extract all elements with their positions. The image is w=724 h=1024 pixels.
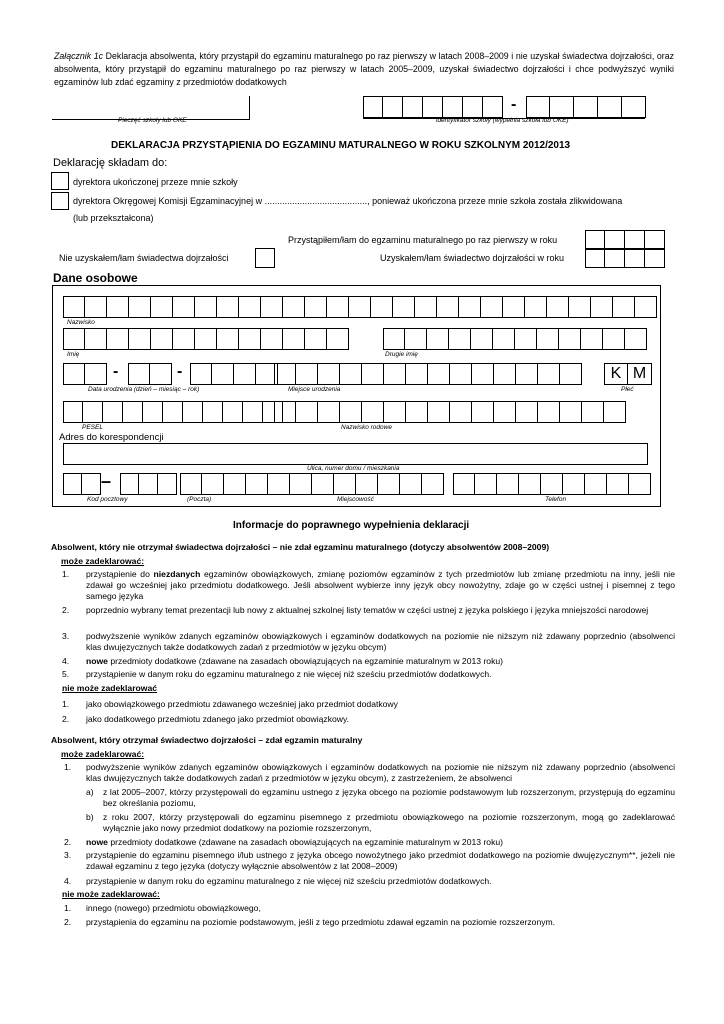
input-cell[interactable] bbox=[239, 328, 261, 350]
maiden-name-caption: Nazwisko rodowe bbox=[341, 424, 392, 431]
submit-to-label: Deklarację składam do: bbox=[53, 157, 168, 169]
input-cell[interactable] bbox=[560, 363, 582, 385]
s1-not-num-2: 2. bbox=[62, 714, 70, 724]
input-cell[interactable] bbox=[129, 296, 151, 318]
sex-cells[interactable] bbox=[604, 363, 652, 385]
input-cell[interactable] bbox=[274, 401, 296, 423]
dob-caption: Data urodzenia (dzień – miesiąc – rok) bbox=[88, 386, 200, 393]
input-cell[interactable] bbox=[519, 473, 541, 495]
s2-item-3: przystąpienie do egzaminu pisemnego i/lub ustnego z języka obcego nowożytnego jako przedmiot dodatkowego na poziomie dwujęzycznym**, jeżeli nie zdawał egzaminu z tego języka (dotyczy wyłącznie absolwentów z lat 2008–2009) bbox=[86, 850, 675, 871]
input-cell[interactable] bbox=[515, 328, 537, 350]
input-cell[interactable] bbox=[541, 473, 563, 495]
input-cell[interactable] bbox=[415, 296, 437, 318]
s1-not-item-1: jako obowiązkowego przedmiotu zdawanego wcześniej jako przedmiot dodatkowy bbox=[86, 699, 398, 709]
s1-not-num-1: 1. bbox=[62, 699, 70, 709]
input-cell[interactable] bbox=[503, 296, 525, 318]
s2-num-2: 2. bbox=[64, 837, 72, 847]
postcode-cells-b[interactable] bbox=[120, 473, 177, 495]
input-cell[interactable] bbox=[427, 328, 449, 350]
s1-item-5: przystąpienie w danym roku do egzaminu maturalnego z nie więcej niż sześciu przedmiotów dodatkowych. bbox=[86, 669, 492, 679]
input-cell[interactable] bbox=[296, 401, 318, 423]
input-cell[interactable] bbox=[625, 328, 647, 350]
input-cell[interactable] bbox=[268, 473, 290, 495]
input-cell[interactable] bbox=[183, 401, 203, 423]
input-cell[interactable] bbox=[173, 328, 195, 350]
address-heading: Adres do korespondencji bbox=[59, 432, 164, 443]
input-cell[interactable] bbox=[581, 328, 603, 350]
input-cell[interactable] bbox=[437, 296, 459, 318]
input-cell[interactable] bbox=[163, 401, 183, 423]
input-cell[interactable] bbox=[151, 328, 173, 350]
input-cell[interactable] bbox=[195, 296, 217, 318]
info-heading: Informacje do poprawnego wypełnienia deklaracji bbox=[233, 520, 470, 531]
section2-heading: Absolwent, który otrzymał świadectwo dojrzałości – zdał egzamin maturalny bbox=[51, 735, 363, 745]
input-cell[interactable] bbox=[393, 296, 415, 318]
input-cell[interactable] bbox=[290, 473, 312, 495]
input-cell[interactable] bbox=[383, 328, 405, 350]
input-cell[interactable] bbox=[384, 401, 406, 423]
input-cell[interactable] bbox=[428, 363, 450, 385]
input-cell[interactable] bbox=[261, 328, 283, 350]
s1-item-1: przystąpienie do niezdanych egzaminów obowiązkowych, zmianę poziomów egzaminów z tych przedmiotów lub zmianę przedmiotu na inny, jeśli nie zdawał go wcześniej jako przedmiotu dodatkowego. Jeśli absolwent wybierze inny język obcy nowożytny, zdaje go w części ustnej i pisemnej z tego samego języka bbox=[86, 569, 675, 601]
stamp-caption: Pieczęć szkoły lub OKE bbox=[118, 117, 187, 124]
first-name-caption: Imię bbox=[67, 351, 80, 358]
post-caption: (Poczta) bbox=[187, 496, 212, 503]
input-cell[interactable] bbox=[538, 363, 560, 385]
input-cell[interactable] bbox=[497, 473, 519, 495]
input-cell[interactable] bbox=[560, 401, 582, 423]
input-cell[interactable] bbox=[173, 296, 195, 318]
page-title: DEKLARACJA PRZYSTĄPIENIA DO EGZAMINU MATURALNEGO W ROKU SZKOLNYM 2012/2013 bbox=[111, 140, 571, 151]
input-cell[interactable] bbox=[63, 296, 85, 318]
input-cell[interactable] bbox=[547, 296, 569, 318]
input-cell[interactable] bbox=[494, 363, 516, 385]
input-cell[interactable] bbox=[516, 363, 538, 385]
no-cert-label: Nie uzyskałem/łam świadectwa dojrzałości bbox=[59, 253, 229, 263]
input-cell[interactable] bbox=[450, 363, 472, 385]
s1-num-1: 1. bbox=[62, 569, 70, 579]
option-school-director-checkbox[interactable] bbox=[51, 172, 69, 190]
input-cell[interactable] bbox=[378, 473, 400, 495]
input-cell[interactable] bbox=[349, 296, 371, 318]
personal-data-heading: Dane osobowe bbox=[53, 271, 138, 285]
dob-dash-2: - bbox=[177, 363, 183, 380]
input-cell[interactable] bbox=[318, 401, 340, 423]
sex-caption: Płeć bbox=[621, 386, 634, 393]
dob-year-cells[interactable] bbox=[190, 363, 278, 385]
pesel-cells[interactable] bbox=[63, 401, 283, 423]
city-caption: Miejscowość bbox=[337, 496, 374, 503]
section1-heading: Absolwent, który nie otrzymał świadectwa dojrzałości – nie zdał egzaminu maturalnego (dotyczy absolwentów 2008–2009) bbox=[51, 542, 550, 552]
section2-can-label: może zadeklarować: bbox=[61, 749, 145, 759]
input-cell[interactable] bbox=[107, 328, 129, 350]
input-cell[interactable] bbox=[305, 328, 327, 350]
dob-day-cells[interactable] bbox=[63, 363, 107, 385]
s1-num-2: 2. bbox=[62, 605, 70, 615]
input-cell[interactable] bbox=[472, 363, 494, 385]
input-cell[interactable] bbox=[274, 363, 296, 385]
s2-item-a: z lat 2005–2007, którzy przystępowali do egzaminu ustnego z języka obcego na poziomie podstawowym lub rozszerzonym, przystępują do egzaminu bez określania poziomu, bbox=[103, 787, 675, 808]
street-caption: Ulica, numer domu / mieszkania bbox=[307, 465, 400, 472]
input-cell[interactable] bbox=[635, 296, 657, 318]
input-cell[interactable] bbox=[202, 473, 224, 495]
id-caption: identyfikator szkoły (wypełnia szkoła lub OKE) bbox=[436, 117, 569, 124]
input-cell[interactable] bbox=[559, 328, 581, 350]
input-cell[interactable] bbox=[85, 296, 107, 318]
input-cell[interactable] bbox=[449, 328, 471, 350]
section1-cannot-label: nie może zadeklarować bbox=[62, 683, 158, 693]
input-cell[interactable] bbox=[83, 401, 103, 423]
s2-not-item-1: innego (nowego) przedmiotu obowiązkowego, bbox=[86, 903, 261, 913]
surname-caption: Nazwisko bbox=[67, 319, 95, 326]
annex-text bbox=[54, 50, 674, 89]
input-cell[interactable] bbox=[493, 328, 515, 350]
school-id-cells-right[interactable] bbox=[526, 96, 646, 118]
s1-num-4: 4. bbox=[62, 656, 70, 666]
input-cell[interactable] bbox=[103, 401, 123, 423]
sex-k-box[interactable]: K bbox=[604, 363, 628, 385]
input-cell[interactable] bbox=[296, 363, 318, 385]
section1-can-label: może zadeklarować: bbox=[61, 556, 145, 566]
s1-num-3: 3. bbox=[62, 631, 70, 641]
input-cell[interactable] bbox=[604, 401, 626, 423]
birthplace-cells[interactable] bbox=[274, 363, 582, 385]
s2-item-1: podwyższenie wyników zdanych egzaminów obowiązkowych i egzaminów dodatkowych na poziomie nie niższym niż zdawany poprzednio (absolwenci klas dwujęzycznych także dodatkowych zadań z przedmiotów w języku obcym), z zastrzeżeniem, że absolwenci bbox=[86, 762, 675, 783]
input-cell[interactable] bbox=[327, 328, 349, 350]
s1-item-3: podwyższenie wyników zdanych egzaminów obowiązkowych i egzaminów dodatkowych na poziomie nie niższym niż zdawany poprzednio (absolwenci klas dwujęzycznych także dodatkowych zadań z przedmiotów w języku obcym) bbox=[86, 631, 675, 652]
s2-item-b: z roku 2007, którzy przystępowali do egzaminu pisemnego z przedmiotu obowiązkowego na poziomie rozszerzonym, mogą go zadeklarować wyłącznie jako nowy przedmiot dodatkowy na poziomie rozszerzonym, bbox=[103, 812, 675, 833]
s1-item-2: poprzednio wybrany temat prezentacji lub nowy z aktualnej szkolnej listy tematów w części ustnej z języka polskiego i języka mniejszości narodowej bbox=[86, 605, 649, 615]
input-cell[interactable] bbox=[312, 473, 334, 495]
input-cell[interactable] bbox=[537, 328, 559, 350]
s1-item-4: nowe przedmioty dodatkowe (zdawane na zasadach obowiązujących na egzaminie maturalnym w 2013 roku) bbox=[86, 656, 504, 666]
s2-not-item-2: przystąpienia do egzaminu na poziomie podstawowym, jeśli z tego przedmiotu zdawał egzamin na poziomie rozszerzonym. bbox=[86, 917, 556, 927]
s1-not-item-2: jako dodatkowego przedmiotu zdanego jako przedmiot obowiązkowy. bbox=[86, 714, 350, 724]
input-cell[interactable] bbox=[246, 473, 268, 495]
s2-num-b: b) bbox=[86, 812, 94, 822]
input-cell[interactable] bbox=[107, 296, 129, 318]
input-cell[interactable] bbox=[371, 296, 393, 318]
s2-num-3: 3. bbox=[64, 850, 72, 860]
first-name-cells[interactable] bbox=[63, 328, 349, 350]
postcode-cells-a[interactable] bbox=[63, 473, 101, 495]
input-cell[interactable] bbox=[223, 401, 243, 423]
input-cell[interactable] bbox=[384, 363, 406, 385]
input-cell[interactable] bbox=[63, 328, 85, 350]
first-attempt-year-cells[interactable] bbox=[585, 230, 665, 250]
input-cell[interactable] bbox=[283, 296, 305, 318]
input-cell[interactable] bbox=[340, 363, 362, 385]
no-cert-checkbox[interactable] bbox=[255, 248, 275, 268]
input-cell[interactable] bbox=[224, 473, 246, 495]
input-cell[interactable] bbox=[123, 401, 143, 423]
input-cell[interactable] bbox=[63, 401, 83, 423]
input-cell[interactable] bbox=[450, 401, 472, 423]
maiden-name-cells[interactable] bbox=[274, 401, 626, 423]
cert-year-cells[interactable] bbox=[585, 248, 665, 268]
school-id-dash: - bbox=[511, 96, 517, 113]
cert-year-label: Uzyskałem/łam świadectwo dojrzałości w roku bbox=[380, 253, 565, 263]
annex-description: Deklaracja absolwenta, który przystąpił do egzaminu maturalnego po raz pierwszy w latach 2008–2009 i nie uzyskał świadectwa dojrzałości, oraz absolwenta, który przystąpił do egzaminu maturalnego po raz pierwszy w latach 2005–2009, uzyskał świadectwo dojrzałości i chce podwyższyć wyniki egzaminów lub zdać egzaminy z przedmiotów dodatkowych bbox=[54, 51, 674, 87]
input-cell[interactable] bbox=[406, 363, 428, 385]
input-cell[interactable] bbox=[607, 473, 629, 495]
input-cell[interactable] bbox=[494, 401, 516, 423]
street-input[interactable] bbox=[63, 443, 648, 465]
input-cell[interactable] bbox=[481, 296, 503, 318]
input-cell[interactable] bbox=[471, 328, 493, 350]
input-cell[interactable] bbox=[428, 401, 450, 423]
input-cell[interactable] bbox=[151, 296, 173, 318]
input-cell[interactable] bbox=[239, 296, 261, 318]
s2-not-num-1: 1. bbox=[64, 903, 72, 913]
input-cell[interactable] bbox=[318, 363, 340, 385]
input-cell[interactable] bbox=[453, 473, 475, 495]
postcode-caption: Kod pocztowy bbox=[87, 496, 128, 503]
input-cell[interactable] bbox=[422, 473, 444, 495]
surname-cells[interactable] bbox=[63, 296, 657, 318]
input-cell[interactable] bbox=[400, 473, 422, 495]
s2-item-2: nowe przedmioty dodatkowe (zdawane na zasadach obowiązujących na egzaminie maturalnym w 2013 roku) bbox=[86, 837, 504, 847]
input-cell[interactable] bbox=[362, 401, 384, 423]
option-oke-director-label: dyrektora Okręgowej Komisji Egzaminacyjnej w ........................................., ponieważ ukończona przeze mnie szkoła została zlikwidowana bbox=[73, 196, 623, 206]
first-attempt-label: Przystąpiłem/łam do egzaminu maturalnego po raz pierwszy w roku bbox=[288, 235, 558, 245]
dob-dash-1: - bbox=[113, 363, 119, 380]
s2-num-4: 4. bbox=[64, 876, 72, 886]
input-cell[interactable] bbox=[582, 401, 604, 423]
second-name-cells[interactable] bbox=[383, 328, 647, 350]
input-cell[interactable] bbox=[603, 328, 625, 350]
input-cell[interactable] bbox=[180, 473, 202, 495]
input-cell[interactable] bbox=[85, 328, 107, 350]
s2-not-num-2: 2. bbox=[64, 917, 72, 927]
input-cell[interactable] bbox=[356, 473, 378, 495]
option-oke-director-checkbox[interactable] bbox=[51, 192, 69, 210]
input-cell[interactable] bbox=[591, 296, 613, 318]
input-cell[interactable] bbox=[585, 473, 607, 495]
input-cell[interactable] bbox=[261, 296, 283, 318]
input-cell[interactable] bbox=[405, 328, 427, 350]
option-school-director-label: dyrektora ukończonej przeze mnie szkoły bbox=[73, 177, 238, 187]
input-cell[interactable] bbox=[472, 401, 494, 423]
school-id-cells-left[interactable] bbox=[363, 96, 503, 118]
input-cell[interactable] bbox=[362, 363, 384, 385]
input-cell[interactable] bbox=[459, 296, 481, 318]
input-cell[interactable] bbox=[538, 401, 560, 423]
input-cell[interactable] bbox=[525, 296, 547, 318]
input-cell[interactable] bbox=[305, 296, 327, 318]
input-cell[interactable] bbox=[129, 328, 151, 350]
input-cell[interactable] bbox=[243, 401, 263, 423]
input-cell[interactable] bbox=[629, 473, 651, 495]
s1-num-5: 5. bbox=[62, 669, 70, 679]
dob-month-cells[interactable] bbox=[128, 363, 172, 385]
input-cell[interactable] bbox=[334, 473, 356, 495]
second-name-caption: Drugie imię bbox=[385, 351, 418, 358]
input-cell[interactable] bbox=[217, 296, 239, 318]
input-cell[interactable] bbox=[563, 473, 585, 495]
s2-item-4: przystąpienie w danym roku do egzaminu maturalnego z nie więcej niż sześciu przedmiotów dodatkowych. bbox=[86, 876, 492, 886]
input-cell[interactable] bbox=[327, 296, 349, 318]
phone-caption: Telefon bbox=[545, 496, 567, 503]
postcode-dash: – bbox=[101, 471, 112, 491]
input-cell[interactable] bbox=[475, 473, 497, 495]
birthplace-caption: Miejsce urodzenia bbox=[288, 386, 341, 393]
option-oke-director-label-cont: (lub przekształcona) bbox=[73, 213, 154, 223]
input-cell[interactable] bbox=[195, 328, 217, 350]
input-cell[interactable] bbox=[516, 401, 538, 423]
city-cells[interactable] bbox=[180, 473, 444, 495]
input-cell[interactable] bbox=[406, 401, 428, 423]
input-cell[interactable] bbox=[569, 296, 591, 318]
sex-m-box[interactable]: M bbox=[628, 363, 652, 385]
s2-num-a: a) bbox=[86, 787, 94, 797]
s2-num-1: 1. bbox=[64, 762, 72, 772]
input-cell[interactable] bbox=[340, 401, 362, 423]
input-cell[interactable] bbox=[203, 401, 223, 423]
phone-cells[interactable] bbox=[453, 473, 651, 495]
input-cell[interactable] bbox=[143, 401, 163, 423]
annex-label: Załącznik 1c bbox=[54, 51, 104, 61]
input-cell[interactable] bbox=[283, 328, 305, 350]
input-cell[interactable] bbox=[217, 328, 239, 350]
pesel-caption: PESEL bbox=[82, 424, 103, 431]
input-cell[interactable] bbox=[613, 296, 635, 318]
section2-cannot-label: nie może zadeklarować: bbox=[62, 889, 160, 899]
